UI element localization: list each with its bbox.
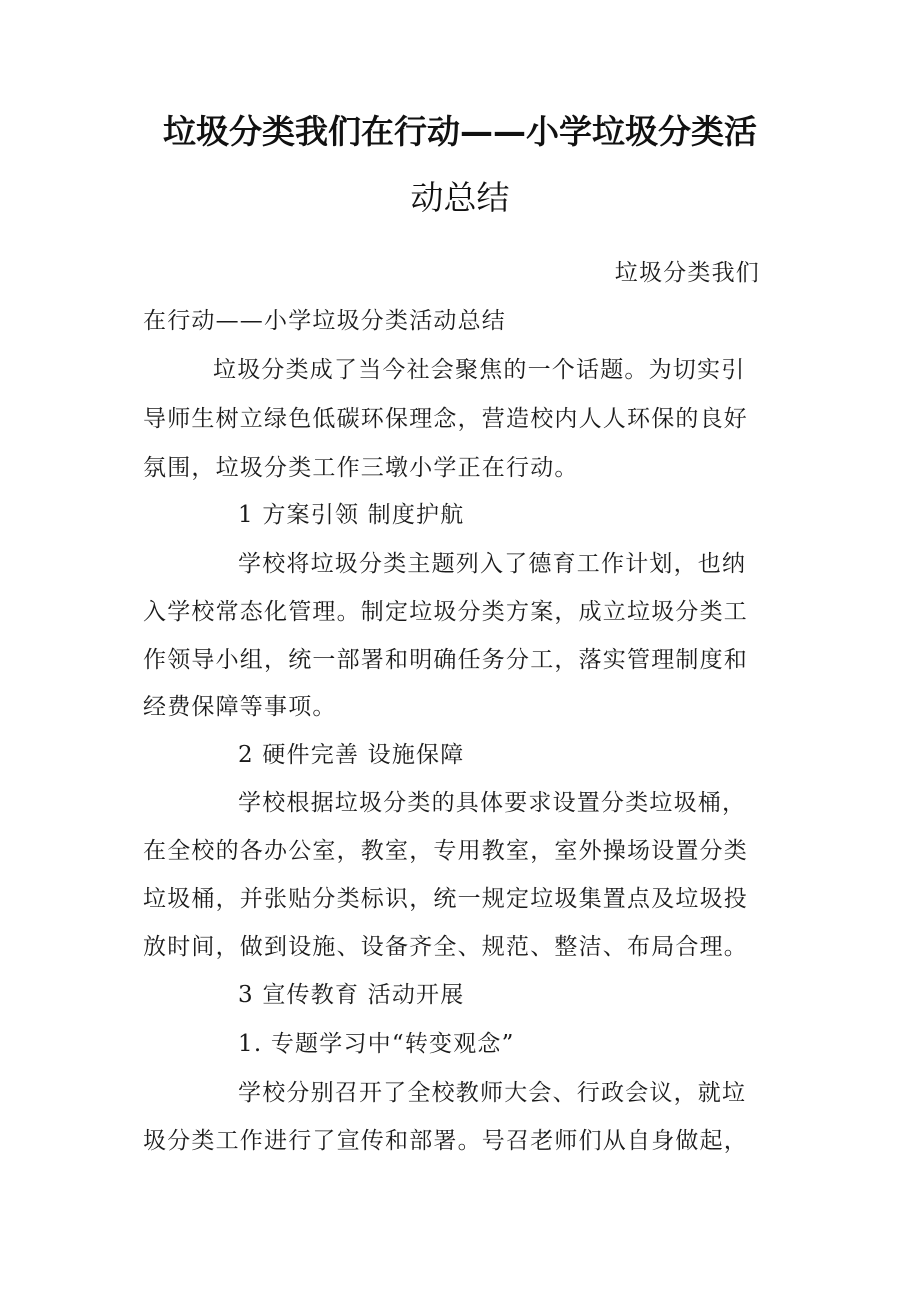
body-line-1: 垃圾分类我们 [614, 260, 760, 286]
body-line-13: 在全校的各办公室，教室，专用教室，室外操场设置分类 [143, 838, 748, 864]
body-line-8: 入学校常态化管理。制定垃圾分类方案，成立垃圾分类工 [143, 599, 748, 625]
section-heading-3: 3 宣传教育 活动开展 [238, 982, 465, 1008]
document-title-line-1: 垃圾分类我们在行动——小学垃圾分类活 [163, 112, 757, 151]
body-line-9: 作领导小组，统一部署和明确任务分工，落实管理制度和 [143, 647, 748, 673]
body-line-14: 垃圾桶，并张贴分类标识，统一规定垃圾集置点及垃圾投 [143, 886, 748, 912]
body-line-10: 经费保障等事项。 [143, 694, 337, 720]
section-heading-1: 1 方案引领 制度护航 [238, 502, 465, 528]
body-line-12: 学校根据垃圾分类的具体要求设置分类垃圾桶， [238, 790, 747, 816]
body-line-19: 圾分类工作进行了宣传和部署。号召老师们从自身做起， [143, 1128, 748, 1154]
document-title-line-2: 动总结 [410, 178, 510, 217]
body-line-4: 导师生树立绿色低碳环保理念，营造校内人人环保的良好 [143, 406, 748, 432]
body-line-2: 在行动——小学垃圾分类活动总结 [143, 308, 506, 334]
subsection-heading-1: 1. 专题学习中“转变观念” [238, 1031, 515, 1057]
section-heading-2: 2 硬件完善 设施保障 [238, 742, 465, 768]
body-line-18: 学校分别召开了全校教师大会、行政会议，就垃 [238, 1080, 747, 1106]
body-line-7: 学校将垃圾分类主题列入了德育工作计划，也纳 [238, 551, 747, 577]
body-line-5: 氛围，垃圾分类工作三墩小学正在行动。 [143, 455, 579, 481]
body-line-15: 放时间，做到设施、设备齐全、规范、整洁、布局合理。 [143, 934, 748, 960]
body-line-3: 垃圾分类成了当今社会聚焦的一个话题。为切实引 [213, 357, 746, 383]
